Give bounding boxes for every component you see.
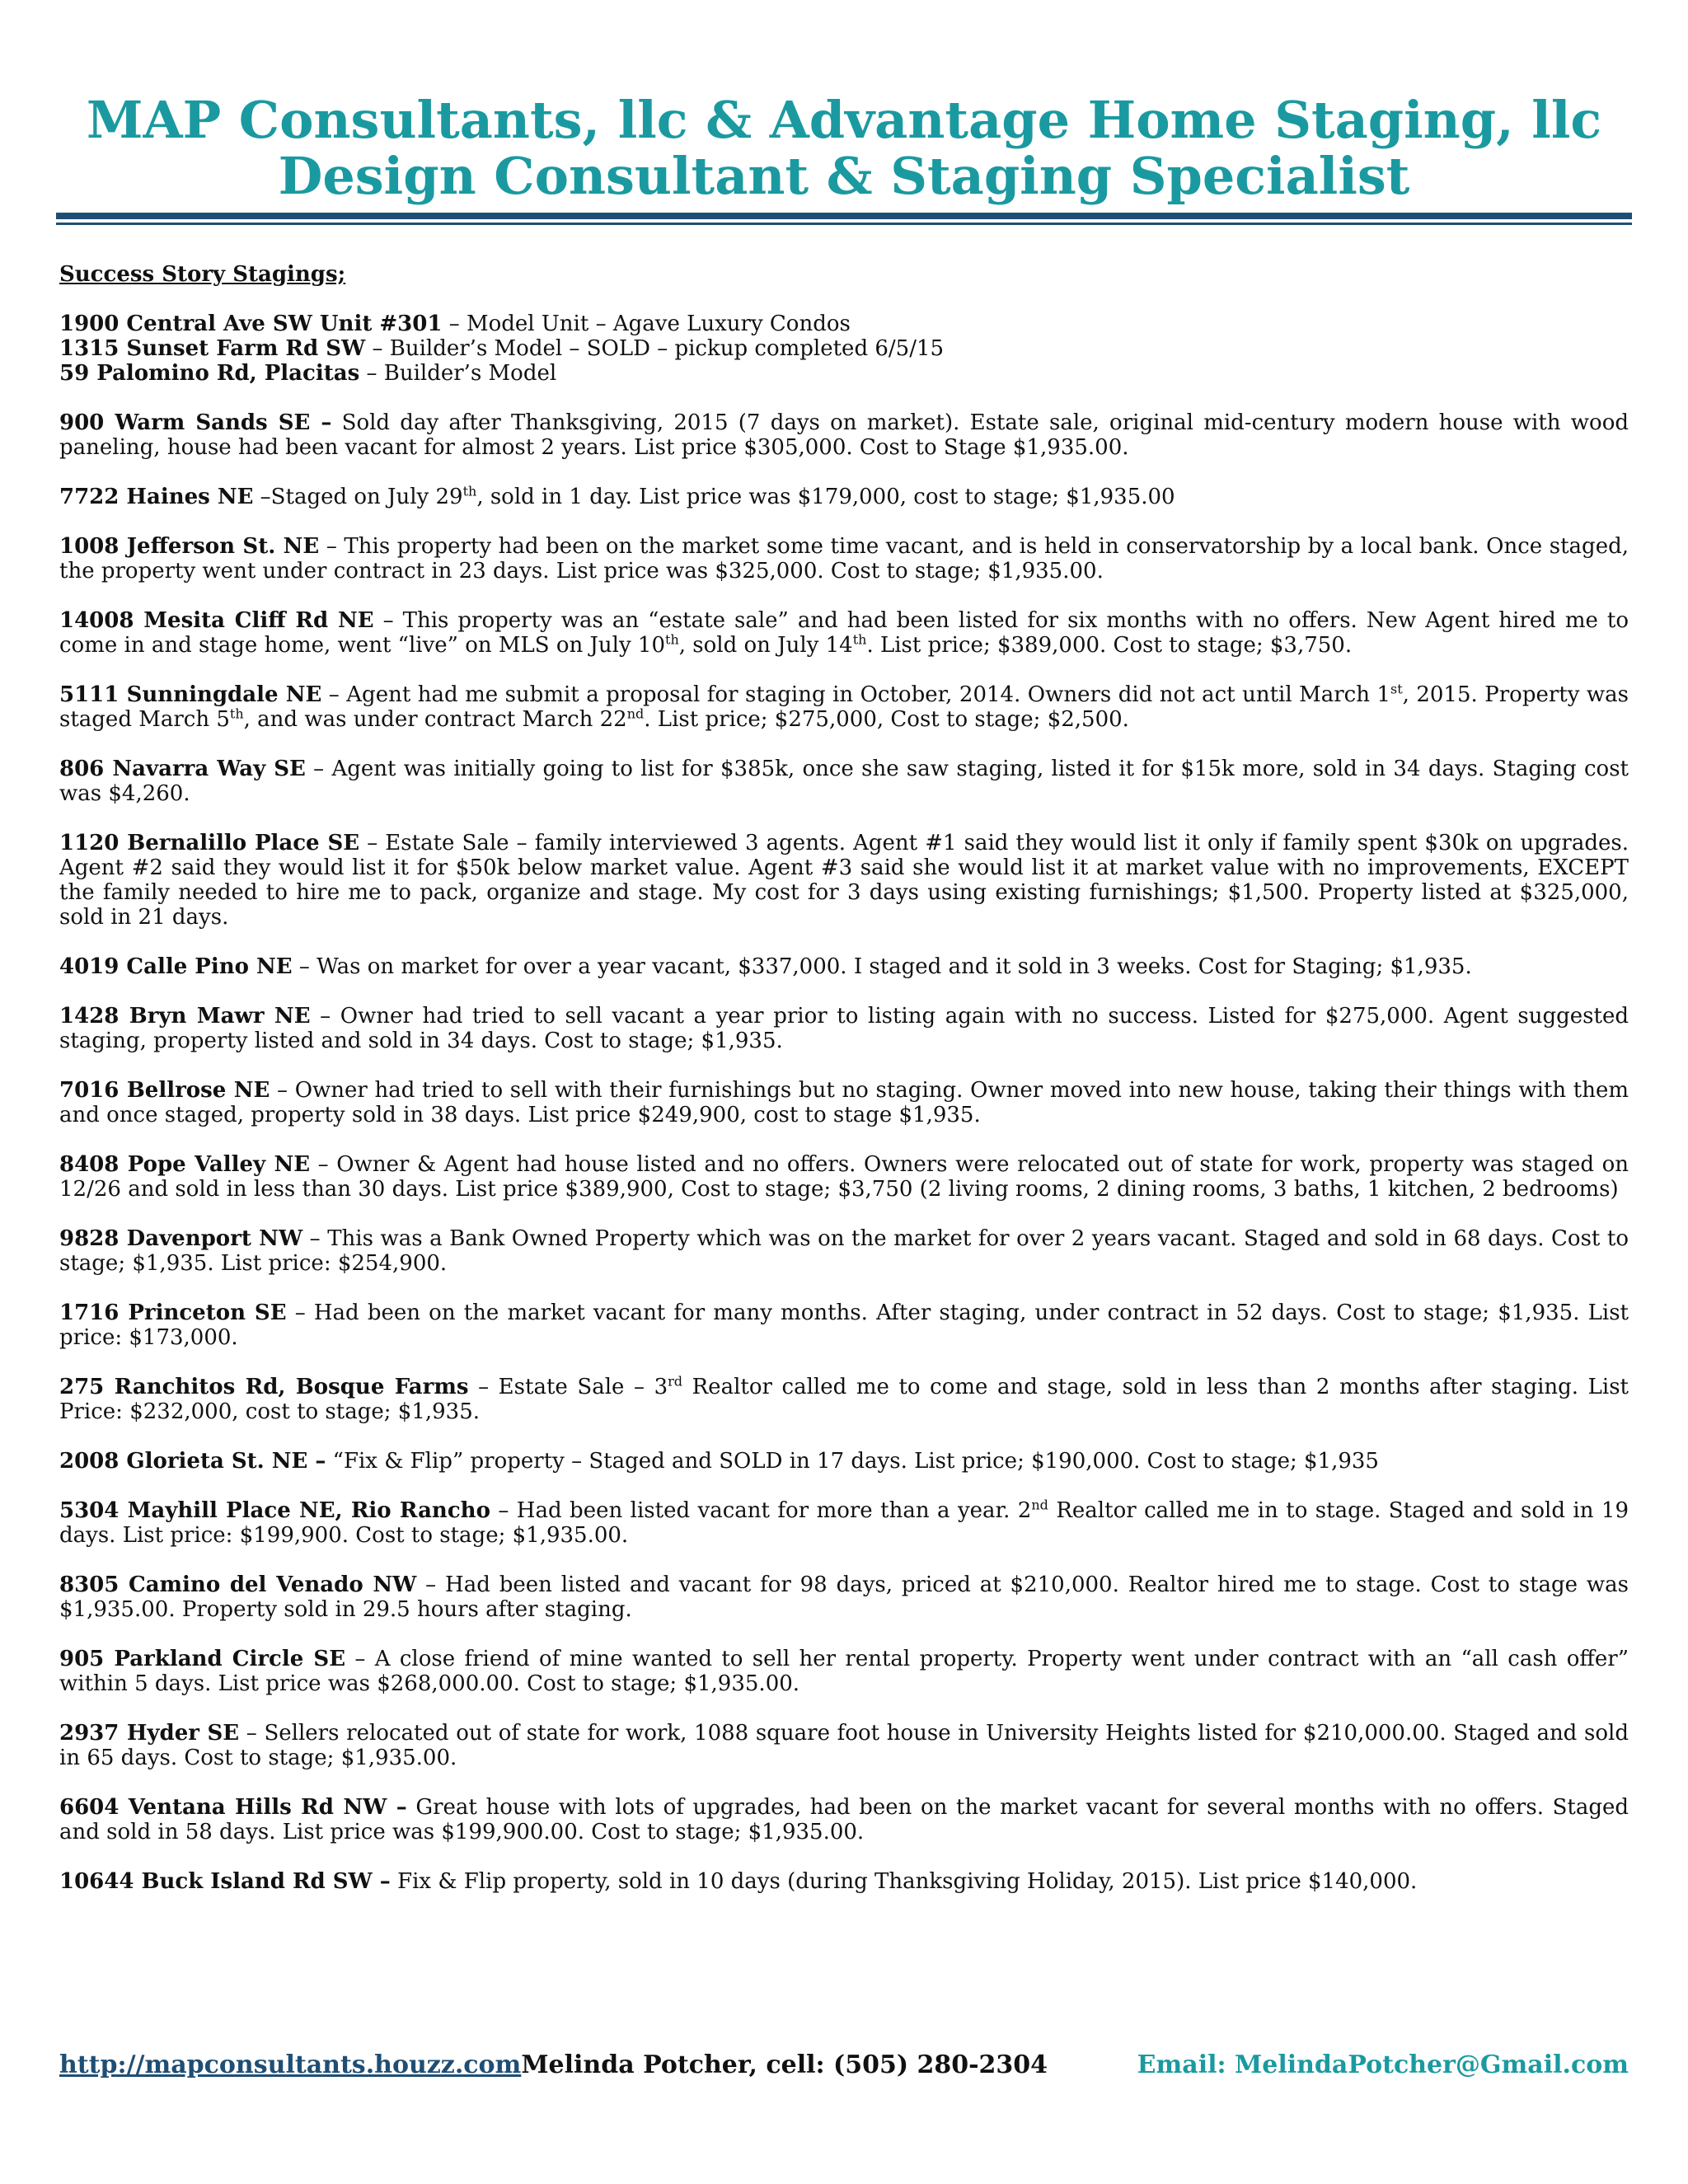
story-paragraph [59,831,1629,930]
document-body [59,262,1629,1919]
success-story [59,1078,1629,1127]
story-text: – A close friend of mine wanted to sell her rental property. Property went under contract with an “all cash offer” within 5 days. List price was $268,000.00. Cost to stage; $1,935.00. [59,1647,1629,1696]
story-paragraph [59,1498,1629,1548]
story-address: 1716 Princeton SE [59,1301,287,1325]
ordinal-suffix: th [852,631,867,648]
story-address: 905 Parkland Circle SE [59,1647,346,1671]
story-address: 1428 Bryn Mawr NE [59,1004,311,1029]
story-paragraph [59,410,1629,460]
story-address: 275 Ranchitos Rd, Bosque Farms [59,1375,469,1399]
model-description: – Model Unit – Agave Luxury Condos [442,312,851,336]
model-unit-item [59,336,1629,361]
success-story [59,1869,1629,1894]
model-description: – Builder’s Model – SOLD – pickup completed 6/5/15 [365,336,945,361]
story-paragraph [59,1869,1629,1894]
story-paragraph [59,954,1629,979]
story-text: , and was under contract March 22 [243,707,627,732]
success-story [59,1647,1629,1696]
story-address: 6604 Ventana Hills Rd NW – [59,1795,407,1820]
story-text: – This property was an “estate sale” and had been listed for six months with no offers. New Agent hired me to come in and stage home, went “live” on MLS on July 10 [59,608,1629,658]
story-address: 2937 Hyder SE [59,1721,240,1746]
story-paragraph [59,1078,1629,1127]
success-story [59,682,1629,732]
story-text: – Was on market for over a year vacant, $337,000. I staged and it sold in 3 weeks. Cost for Staging; $1,935. [292,954,1472,979]
story-address: 900 Warm Sands SE – [59,410,332,435]
model-units-list [59,312,1629,386]
story-text: Fix & Flip property, sold in 10 days (during Thanksgiving Holiday, 2015). List price $140,000. [390,1869,1418,1894]
success-story [59,831,1629,930]
success-story [59,1301,1629,1350]
story-address: 7722 Haines NE [59,485,254,509]
ordinal-suffix: th [229,705,244,722]
success-story [59,534,1629,583]
story-address: 10644 Buck Island Rd SW – [59,1869,391,1894]
story-text: , sold in 1 day. List price was $179,000, cost to stage; $1,935.00 [476,485,1175,509]
ordinal-suffix: nd [626,705,645,722]
story-paragraph [59,1449,1629,1474]
story-address: 1008 Jefferson St. NE [59,534,320,559]
model-address: 1900 Central Ave SW Unit #301 [59,312,443,336]
story-text: – Sellers relocated out of state for work, 1088 square foot house in University Heights listed for $210,000.00. Staged and sold in 65 days. Cost to stage; $1,935.00. [59,1721,1629,1770]
story-paragraph [59,1721,1629,1770]
success-story [59,757,1629,806]
success-story [59,1449,1629,1474]
success-story [59,1226,1629,1276]
story-text: , 2015. Property was staged March 5 [59,682,1629,732]
story-text: – Estate Sale – family interviewed 3 agents. Agent #1 said they would list it only if family spent $30k on upgrades. Agent #2 said they would list it for $50k below market value. Agent #3 said she would list it at market value with no improvements, EXCEPT the family needed to hire me to pack, organize and stage. My cost for 3 days using existing furnishings; $1,500. Property listed at $325,000, sold in 21 days. [59,831,1629,930]
story-address: 8408 Pope Valley NE [59,1152,311,1177]
ordinal-suffix: th [462,483,477,499]
success-story [59,1375,1629,1424]
story-text: – Owner & Agent had house listed and no offers. Owners were relocated out of state for work, property was staged on 12/26 and sold in less than 30 days. List price $389,900, Cost to stage; $3,750 (2 living rooms, 2 dining rooms, 3 baths, 1 kitchen, 2 bedrooms) [59,1152,1629,1202]
story-paragraph [59,682,1629,732]
story-text: Realtor called me in to stage. Staged and sold in 19 days. List price: $199,900. Cost to stage; $1,935.00. [59,1498,1629,1548]
model-unit-item [59,361,1629,386]
story-text: – Had been listed and vacant for 98 days, priced at $210,000. Realtor hired me to stage. Cost to stage was $1,935.00. Property sold in 29.5 hours after staging. [59,1572,1629,1622]
story-paragraph [59,1572,1629,1622]
success-story [59,485,1629,509]
header-company-title: MAP Consultants, llc & Advantage Home Staging, llc [86,90,1602,150]
story-address: 2008 Glorieta St. NE – [59,1449,326,1474]
header-subtitle: Design Consultant & Staging Specialist [278,146,1410,206]
houzz-link[interactable]: http://mapconsultants.houzz.com [59,2050,522,2079]
ordinal-suffix: rd [668,1373,683,1390]
story-text: – This property had been on the market some time vacant, and is held in conservatorship by a local bank. Once staged, the property went under contract in 23 days. List price was $325,000. Cost to stage; $1,935.00. [59,534,1629,583]
story-paragraph [59,1375,1629,1424]
success-story [59,1498,1629,1548]
story-text: – Agent had me submit a proposal for staging in October, 2014. Owners did not act until March 1 [321,682,1390,707]
story-paragraph [59,1647,1629,1696]
story-text: –Staged on July 29 [253,485,463,509]
success-stories-list [59,410,1629,1894]
success-story [59,410,1629,460]
story-address: 5304 Mayhill Place NE, Rio Rancho [59,1498,490,1523]
story-paragraph [59,1226,1629,1276]
page-header [56,92,1632,204]
story-paragraph [59,757,1629,806]
story-text: Realtor called me to come and stage, sold in less than 2 months after staging. List Price: $232,000, cost to stage; $1,935. [59,1375,1629,1424]
success-story [59,608,1629,658]
story-text: – This was a Bank Owned Property which was on the market for over 2 years vacant. Staged and sold in 68 days. Cost to stage; $1,935. List price: $254,900. [59,1226,1629,1276]
story-text: – Had been listed vacant for more than a year. 2 [490,1498,1032,1523]
model-address: 59 Palomino Rd, Placitas [59,361,360,386]
model-unit-item [59,312,1629,336]
success-story [59,1721,1629,1770]
success-story [59,954,1629,979]
header-divider-thin [56,223,1632,225]
success-story [59,1572,1629,1622]
story-text: – Owner had tried to sell vacant a year prior to listing again with no success. Listed for $275,000. Agent suggested staging, property listed and sold in 34 days. Cost to stage; $1,935. [59,1004,1629,1053]
success-story [59,1004,1629,1053]
model-address: 1315 Sunset Farm Rd SW [59,336,366,361]
story-text: . List price; $275,000, Cost to stage; $2,500. [644,707,1129,732]
page-footer [59,2050,1629,2083]
story-text: – Agent was initially going to list for $385k, once she saw staging, listed it for $15k more, sold in 34 days. Staging cost was $4,260. [59,757,1629,806]
ordinal-suffix: th [665,631,679,648]
section-title: Success Story Stagings; [59,262,346,287]
story-text: – Owner had tried to sell with their furnishings but no staging. Owner moved into new house, taking their things with them and once staged, property sold in 38 days. List price $249,900, cost to stage $1,935. [59,1078,1629,1127]
story-address: 9828 Davenport NW [59,1226,303,1251]
header-divider-thick [56,213,1632,219]
story-address: 14008 Mesita Cliff Rd NE [59,608,374,633]
ordinal-suffix: nd [1031,1497,1048,1513]
story-text: “Fix & Flip” property – Staged and SOLD in 17 days. List price; $190,000. Cost to stage; $1,935 [326,1449,1379,1474]
story-address: 7016 Bellrose NE [59,1078,270,1103]
success-story [59,1152,1629,1202]
story-text: , sold on July 14 [678,633,853,658]
contact-email[interactable]: Email: MelindaPotcher@Gmail.com [1137,2050,1629,2079]
story-paragraph [59,534,1629,583]
story-paragraph [59,1795,1629,1844]
model-description: – Builder’s Model [359,361,557,386]
story-paragraph [59,608,1629,658]
story-address: 5111 Sunningdale NE [59,682,322,707]
story-address: 1120 Bernalillo Place SE [59,831,360,855]
story-text: – Estate Sale – 3 [468,1375,668,1399]
story-paragraph [59,485,1629,509]
story-text: – Had been on the market vacant for many months. After staging, under contract in 52 days. Cost to stage; $1,935. List price: $173,000. [59,1301,1629,1350]
story-text: Sold day after Thanksgiving, 2015 (7 days on market). Estate sale, original mid-century modern house with wood paneling, house had been vacant for almost 2 years. List price $305,000. Cost to Stage $1,935.00. [59,410,1629,460]
story-paragraph [59,1004,1629,1053]
story-paragraph [59,1152,1629,1202]
story-text: Great house with lots of upgrades, had been on the market vacant for several months with no offers. Staged and sold in 58 days. List price was $199,900.00. Cost to stage; $1,935.00. [59,1795,1629,1844]
contact-phone: Melinda Potcher, cell: (505) 280-2304 [521,2050,1048,2079]
ordinal-suffix: st [1390,681,1403,697]
story-text: . List price; $389,000. Cost to stage; $3,750. [866,633,1353,658]
story-address: 8305 Camino del Venado NW [59,1572,417,1597]
story-address: 806 Navarra Way SE [59,757,306,781]
success-story [59,1795,1629,1844]
story-paragraph [59,1301,1629,1350]
story-address: 4019 Calle Pino NE [59,954,293,979]
